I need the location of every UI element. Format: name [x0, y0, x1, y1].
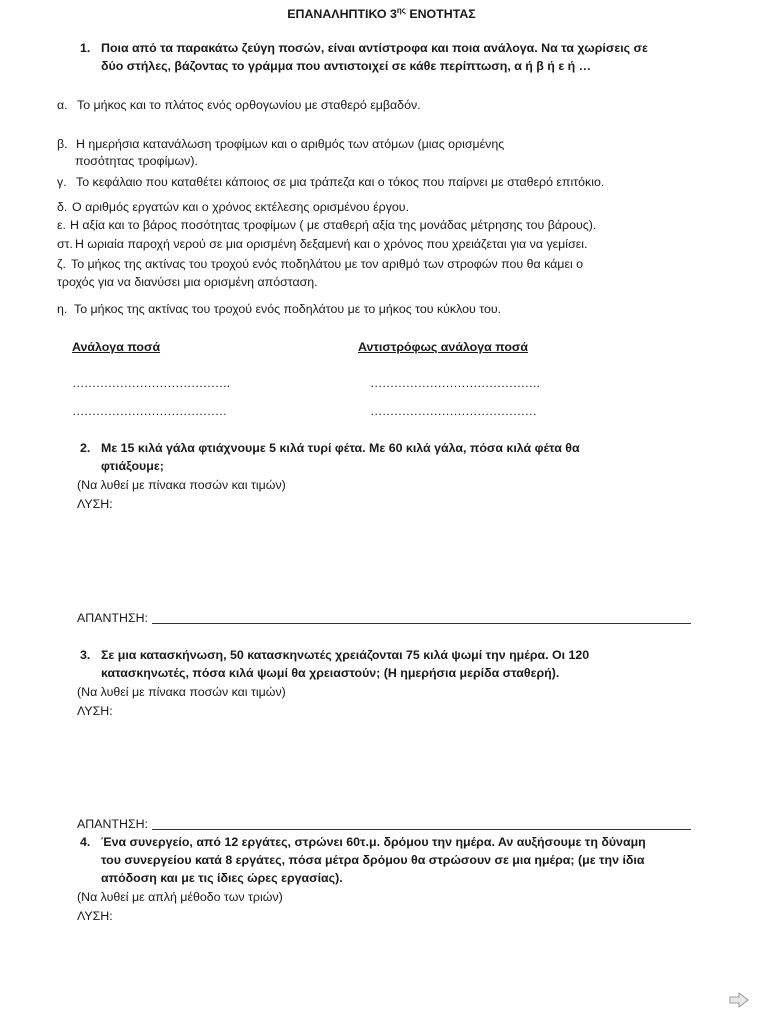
item-z-letter: ζ.	[57, 257, 66, 271]
fill-in-dots[interactable]: …………………………………	[72, 404, 227, 418]
question-4-text-line3: απόδοση και με τις ίδιες ώρες εργασίας).	[101, 871, 343, 885]
next-page-arrow-icon[interactable]	[728, 992, 750, 1008]
item-b-letter: β.	[57, 137, 68, 151]
question-2-number: 2.	[80, 441, 91, 455]
question-3-answer-label: ΑΠΑΝΤΗΣΗ:	[77, 817, 148, 831]
item-d-letter: δ.	[57, 200, 68, 214]
fill-in-dots[interactable]: …………………………………….	[370, 376, 540, 390]
item-z-text-cont: τροχός για να διανύσει μια ορισμένη απόσταση.	[57, 275, 318, 289]
question-2-solution-label: ΛΥΣΗ:	[77, 497, 113, 511]
item-e-letter: ε.	[57, 218, 66, 232]
item-h-text: Το μήκος της ακτίνας του τροχού ενός ποδηλάτου με το μήκος του κύκλου του.	[74, 302, 502, 316]
question-4-text-line2: του συνεργείου κατά 8 εργάτες, πόσα μέτρα δρόμου θα στρώσουν σε μια ημέρα; (με την ίδια	[101, 853, 645, 867]
question-3-note: (Να λυθεί με πίνακα ποσών και τιμών)	[77, 685, 286, 699]
question-4-note: (Να λυθεί με απλή μέθοδο των τριών)	[77, 890, 283, 904]
question-4-solution-label: ΛΥΣΗ:	[77, 909, 113, 923]
question-4-text-line1: Ένα συνεργείο, από 12 εργάτες, στρώνει 60τ.μ. δρόμου την ημέρα. Αν αυξήσουμε τη δύναμη	[101, 835, 646, 849]
question-2-text-line1: Με 15 κιλά γάλα φτιάχνουμε 5 κιλά τυρί φέτα. Με 60 κιλά γάλα, πόσα κιλά φέτα θα	[101, 441, 580, 455]
question-2-answer-line[interactable]	[152, 623, 691, 624]
item-c-letter: γ.	[57, 175, 67, 189]
question-4-number: 4.	[80, 835, 91, 849]
question-3-solution-label: ΛΥΣΗ:	[77, 704, 113, 718]
item-a-text: Το μήκος και το πλάτος ενός ορθογωνίου με σταθερό εμβαδόν.	[77, 98, 421, 112]
item-h-letter: η.	[57, 302, 68, 316]
question-3-number: 3.	[80, 648, 91, 662]
question-3-text-line1: Σε μια κατασκήνωση, 50 κατασκηνωτές χρειάζονται 75 κιλά ψωμί την ημέρα. Οι 120	[101, 648, 590, 662]
question-2-note: (Να λυθεί με πίνακα ποσών και τιμών)	[77, 478, 286, 492]
item-b-text-cont: ποσότητας τροφίμων).	[75, 154, 198, 168]
question-1-text-line2: δύο στήλες, βάζοντας το γράμμα που αντιστοιχεί σε κάθε περίπτωση, α ή β ή ε ή …	[101, 59, 592, 73]
item-st-text: Η ωριαία παροχή νερού σε μια ορισμένη δεξαμενή και ο χρόνος που χρειάζεται για να γεμίσει.	[75, 237, 588, 251]
item-b-text: Η ημερήσια κατανάλωση τροφίμων και ο αριθμός των ατόμων (μιας ορισμένης	[76, 137, 505, 151]
question-3-text-line2: κατασκηνωτές, πόσα κιλά ψωμί θα χρειαστούν; (Η ημερήσια μερίδα σταθερή).	[101, 666, 560, 680]
fill-in-dots[interactable]: ………………………………….	[72, 376, 230, 390]
question-2-answer-label: ΑΠΑΝΤΗΣΗ:	[77, 611, 148, 625]
question-2-text-line2: φτιάξουμε;	[101, 459, 164, 473]
question-1-text-line1: Ποια από τα παρακάτω ζεύγη ποσών, είναι αντίστροφα και ποια ανάλογα. Να τα χωρίσεις σε	[101, 41, 648, 55]
fill-in-dots[interactable]: ……………………………………	[370, 404, 537, 418]
item-c-text: Το κεφάλαιο που καταθέτει κάποιος σε μια τράπεζα και ο τόκος που παίρνει με σταθερό επιτόκιο.	[76, 175, 605, 189]
column-header-proportional: Ανάλογα ποσά	[72, 340, 161, 354]
item-z-text: Το μήκος της ακτίνας του τροχού ενός ποδηλάτου με τον αριθμό των στροφών που θα κάμει ο	[71, 257, 584, 271]
column-header-inverse: Αντιστρόφως ανάλογα ποσά	[358, 340, 528, 354]
item-e-text: Η αξία και το βάρος ποσότητας τροφίμων ( με σταθερή αξία της μονάδας μέτρησης του βάρους).	[70, 218, 597, 232]
page-title: ΕΠΑΝΑΛΗΠΤΙΚΟ $3^{\eta\varsigma}$ ΕΝΟΤΗΤΑΣ	[287, 6, 476, 22]
item-a-letter: α.	[57, 98, 68, 112]
question-1-number: 1.	[80, 41, 91, 55]
item-d-text: Ο αριθμός εργατών και ο χρόνος εκτέλεσης ορισμένου έργου.	[72, 200, 410, 214]
question-3-answer-line[interactable]	[152, 829, 691, 830]
item-st-letter: στ.	[57, 237, 73, 251]
